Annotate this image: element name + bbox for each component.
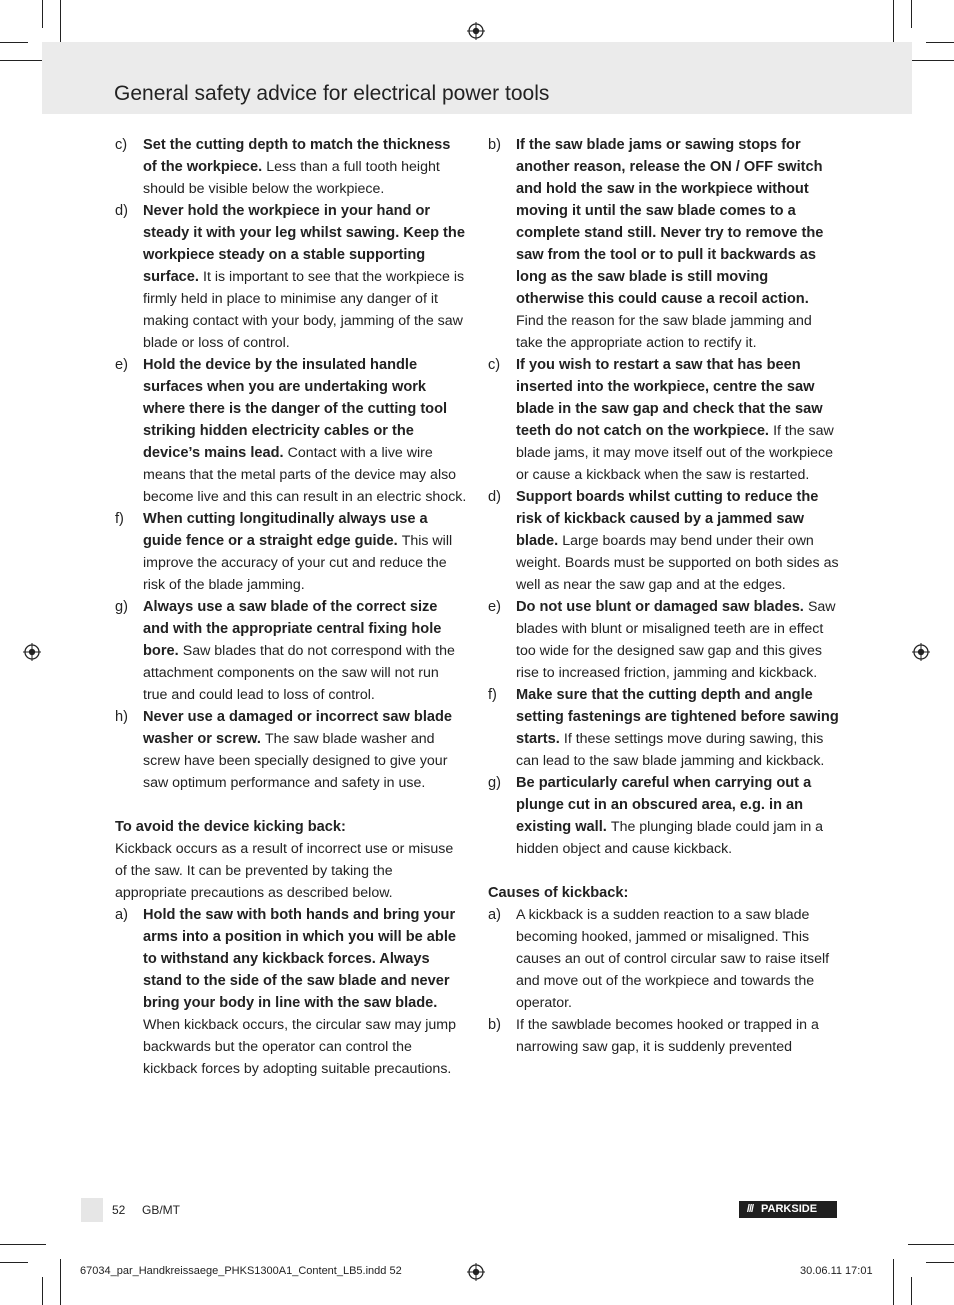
- list-item: [115, 596, 467, 706]
- print-date-info: 30.06.11 17:01: [800, 1265, 873, 1277]
- left-column: [115, 134, 467, 1080]
- item-bold-text: Do not use blunt or damaged saw blades.: [516, 599, 804, 615]
- page-title: General safety advice for electrical power tools: [114, 82, 550, 105]
- list-item: [488, 596, 840, 684]
- list-item: [115, 354, 467, 508]
- item-label: c): [115, 137, 128, 153]
- print-file-info: 67034_par_Handkreissaege_PHKS1300A1_Content_LB5.indd 52: [80, 1265, 402, 1277]
- section-intro: Kickback occurs as a result of incorrect use or misuse of the saw. It can be prevented by taking the appropriate precautions as described below.: [115, 841, 454, 901]
- list-item: [115, 904, 467, 1080]
- registration-mark-icon: [912, 643, 930, 661]
- logo-slashes: ///: [746, 1203, 754, 1215]
- item-bold-text: Set the cutting depth to match the thickness of the workpiece.: [143, 137, 451, 175]
- item-label: f): [115, 511, 124, 527]
- crop-mark: [60, 0, 61, 46]
- item-label: f): [488, 687, 497, 703]
- item-label: h): [115, 709, 128, 725]
- list-item: [488, 1014, 840, 1058]
- language-code: GB/MT: [142, 1203, 180, 1217]
- item-text: Large boards may bend under their own weight. Boards must be supported on both sides as well as near the saw gap and at the edges.: [516, 533, 839, 593]
- page-number-box: [81, 1198, 103, 1222]
- item-text: Saw blades that do not correspond with the attachment components on the saw will not run true and could lead to loss of control.: [143, 643, 455, 703]
- list-item: [115, 200, 467, 354]
- crop-mark: [60, 1259, 61, 1305]
- item-text: Saw blades with blunt or misaligned teeth are in effect too wide for the designed saw gap and this gives rise to increased friction, jamming and kickback.: [516, 599, 836, 681]
- crop-mark: [911, 0, 912, 28]
- item-label: c): [488, 357, 501, 373]
- brand-name: PARKSIDE: [761, 1203, 818, 1215]
- item-bold-text: Be particularly careful when carrying out a plunge cut in an obscured area, e.g. in an existing wall.: [516, 775, 812, 835]
- item-bold-text: Never use a damaged or incorrect saw blade washer or screw.: [143, 709, 453, 747]
- crop-mark: [893, 0, 894, 46]
- crop-mark: [908, 60, 954, 61]
- list-item: [488, 134, 840, 354]
- crop-mark: [0, 60, 46, 61]
- crop-mark: [0, 42, 28, 43]
- item-text: Less than a full tooth height should be visible below the workpiece.: [143, 159, 440, 197]
- item-text: Find the reason for the saw blade jamming and take the appropriate action to rectify it.: [516, 313, 812, 351]
- list-item: [115, 134, 467, 200]
- brand-logo: [739, 1201, 837, 1218]
- item-label: e): [115, 357, 128, 373]
- list-item: [488, 684, 840, 772]
- list-item: [488, 354, 840, 486]
- list-item: [115, 508, 467, 596]
- item-text: This will improve the accuracy of your cut and reduce the risk of the blade jamming.: [143, 533, 453, 593]
- item-text: A kickback is a sudden reaction to a saw blade becoming hooked, jammed or misaligned. This causes an out of control circular saw to raise itself and move out of the workpiece and towards the operator.: [516, 907, 830, 1011]
- crop-mark: [926, 1262, 954, 1263]
- item-text: If the saw blade jams, it may move itself out of the workpiece or cause a kickback when the saw is restarted.: [516, 423, 834, 483]
- crop-mark: [0, 1262, 28, 1263]
- item-text: Contact with a live wire means that the metal parts of the device may also become live and this can result in an electric shock.: [143, 445, 467, 505]
- item-text: The plunging blade could jam in a hidden object and cause kickback.: [516, 819, 824, 857]
- item-label: g): [115, 599, 128, 615]
- item-text: When kickback occurs, the circular saw may jump backwards but the operator can control the kickback forces by adopting suitable precautions.: [143, 1017, 457, 1077]
- crop-mark: [0, 1244, 46, 1245]
- crop-mark: [42, 0, 43, 28]
- item-bold-text: Always use a saw blade of the correct size and with the appropriate central fixing hole bore.: [143, 599, 442, 659]
- item-text: If these settings move during sawing, this can lead to the saw blade jamming and kickback.: [516, 731, 825, 769]
- item-text: It is important to see that the workpiece is firmly held in place to minimise any danger of it making contact with your body, jamming of the saw blade or loss of control.: [143, 269, 465, 351]
- item-label: d): [488, 489, 501, 505]
- list-item: [115, 706, 467, 794]
- item-text: If the sawblade becomes hooked or trapped in a narrowing saw gap, it is suddenly prevented: [516, 1017, 819, 1055]
- item-bold-text: Never hold the workpiece in your hand or steady it with your leg whilst sawing. Keep the workpiece steady on a stable supporting surface.: [143, 203, 465, 285]
- item-label: g): [488, 775, 501, 791]
- item-label: e): [488, 599, 501, 615]
- item-bold-text: If the saw blade jams or sawing stops for another reason, release the ON / OFF switch and hold the saw in the workpiece without moving it until the saw blade comes to a complete stand still. Never try to remove the saw from the tool or to pull it backwards as long as the saw blade is still moving otherwise this could cause a recoil action.: [516, 137, 824, 307]
- list-item: [488, 904, 840, 1014]
- list-item: [488, 772, 840, 860]
- section-heading: To avoid the device kicking back:: [115, 819, 346, 835]
- crop-mark: [893, 1259, 894, 1305]
- crop-mark: [911, 1277, 912, 1305]
- registration-mark-icon: [23, 643, 41, 661]
- section-heading: Causes of kickback:: [488, 885, 629, 901]
- crop-mark: [926, 42, 954, 43]
- crop-mark: [42, 1277, 43, 1305]
- right-column: [488, 134, 840, 1058]
- item-bold-text: Support boards whilst cutting to reduce the risk of kickback caused by a jammed saw blade.: [516, 489, 819, 549]
- page-number: 52: [112, 1203, 126, 1217]
- item-bold-text: Hold the saw with both hands and bring your arms into a position in which you will be able to withstand any kickback forces. Always stand to the side of the saw blade and never bring your body in line with the saw blade.: [143, 907, 456, 1011]
- list-item: [488, 486, 840, 596]
- item-text: The saw blade washer and screw have been specially designed to give your saw optimum performance and safety in use.: [143, 731, 448, 791]
- item-bold-text: When cutting longitudinally always use a guide fence or a straight edge guide.: [143, 511, 428, 549]
- item-bold-text: If you wish to restart a saw that has been inserted into the workpiece, centre the saw blade in the saw gap and check that the saw teeth do not catch on the workpiece.: [516, 357, 823, 439]
- registration-mark-icon: [467, 22, 485, 40]
- registration-mark-icon: [467, 1263, 485, 1281]
- item-label: b): [488, 1017, 501, 1033]
- item-label: d): [115, 203, 128, 219]
- item-label: a): [115, 907, 128, 923]
- item-bold-text: Hold the device by the insulated handle surfaces when you are undertaking work where there is the danger of the cutting tool striking hidden electricity cables or the device’s mains lead.: [143, 357, 448, 461]
- item-label: b): [488, 137, 501, 153]
- crop-mark: [908, 1244, 954, 1245]
- item-label: a): [488, 907, 501, 923]
- item-bold-text: Make sure that the cutting depth and angle setting fastenings are tightened before sawing starts.: [516, 687, 839, 747]
